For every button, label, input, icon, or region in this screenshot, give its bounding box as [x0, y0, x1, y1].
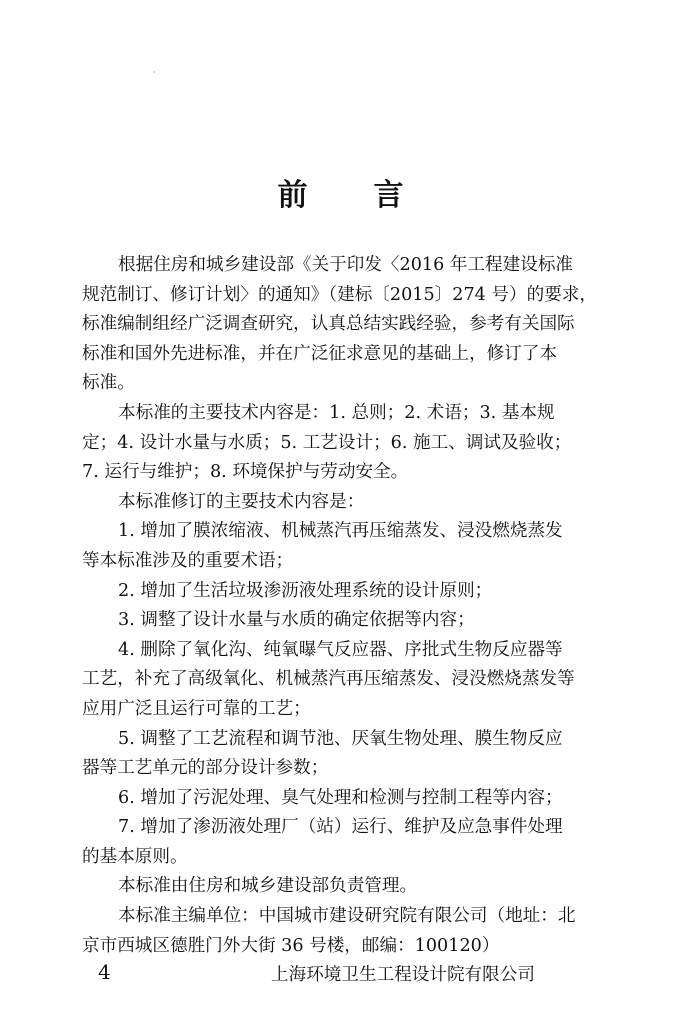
text-line: 等本标准涉及的重要术语； [82, 550, 294, 571]
text-line: 4. 删除了氧化沟、纯氧曝气反应器、序批式生物反应器等 [118, 639, 563, 660]
text-line: 定；4. 设计水量与水质；5. 工艺设计；6. 施工、调试及验收； [82, 432, 572, 453]
page-title [0, 178, 681, 214]
text-line: 京市西城区德胜门外大街 36 号楼，邮编：100120） [82, 935, 500, 956]
text-line: 2. 增加了生活垃圾渗沥液处理系统的设计原则； [118, 580, 493, 601]
scan-speck [153, 71, 155, 73]
text-line: 标准编制组经广泛调查研究，认真总结实践经验，参考有关国际 [82, 314, 575, 335]
text-line: 5. 调整了工艺流程和调节池、厌氧生物处理、膜生物反应 [118, 728, 563, 749]
text-line: 上海环境卫生工程设计院有限公司 [271, 965, 535, 986]
preface-body [82, 251, 604, 991]
text-line: 的基本原则。 [82, 846, 188, 867]
text-line: 标准。 [82, 373, 135, 394]
text-line: 器等工艺单元的部分设计参数； [82, 758, 329, 779]
text-line: 本标准由住房和城乡建设部负责管理。 [118, 876, 418, 897]
text-line: 3. 调整了设计水量与水质的确定依据等内容； [118, 610, 475, 631]
text-line: 7. 增加了渗沥液处理厂（站）运行、维护及应急事件处理 [118, 817, 563, 838]
text-line: 标准和国外先进标准，并在广泛征求意见的基础上，修订了本 [82, 343, 558, 364]
text-line: 6. 增加了污泥处理、臭气处理和检测与控制工程等内容； [118, 787, 563, 808]
text-line: 本标准的主要技术内容是：1. 总则；2. 术语；3. 基本规 [118, 402, 555, 423]
text-line: 7. 运行与维护；8. 环境保护与劳动安全。 [82, 462, 409, 483]
text-line: 1. 增加了膜浓缩液、机械蒸汽再压缩蒸发、浸没燃烧蒸发 [118, 521, 563, 542]
text-line: 本标准修订的主要技术内容是： [118, 491, 365, 512]
text-line: 工艺，补充了高级氧化、机械蒸汽再压缩蒸发、浸没燃烧蒸发等 [82, 669, 575, 690]
text-line: 规范制订、修订计划〉的通知》（建标〔2015〕274 号）的要求， [82, 284, 597, 305]
title-char-2: 言 [373, 178, 404, 213]
text-line: 根据住房和城乡建设部《关于印发〈2016 年工程建设标准 [118, 255, 574, 275]
text-line: 应用广泛且运行可靠的工艺； [82, 698, 311, 719]
page-number: 4 [98, 960, 111, 984]
text-line: 本标准主编单位：中国城市建设研究院有限公司（地址：北 [118, 906, 576, 927]
title-char-1: 前 [277, 178, 308, 213]
